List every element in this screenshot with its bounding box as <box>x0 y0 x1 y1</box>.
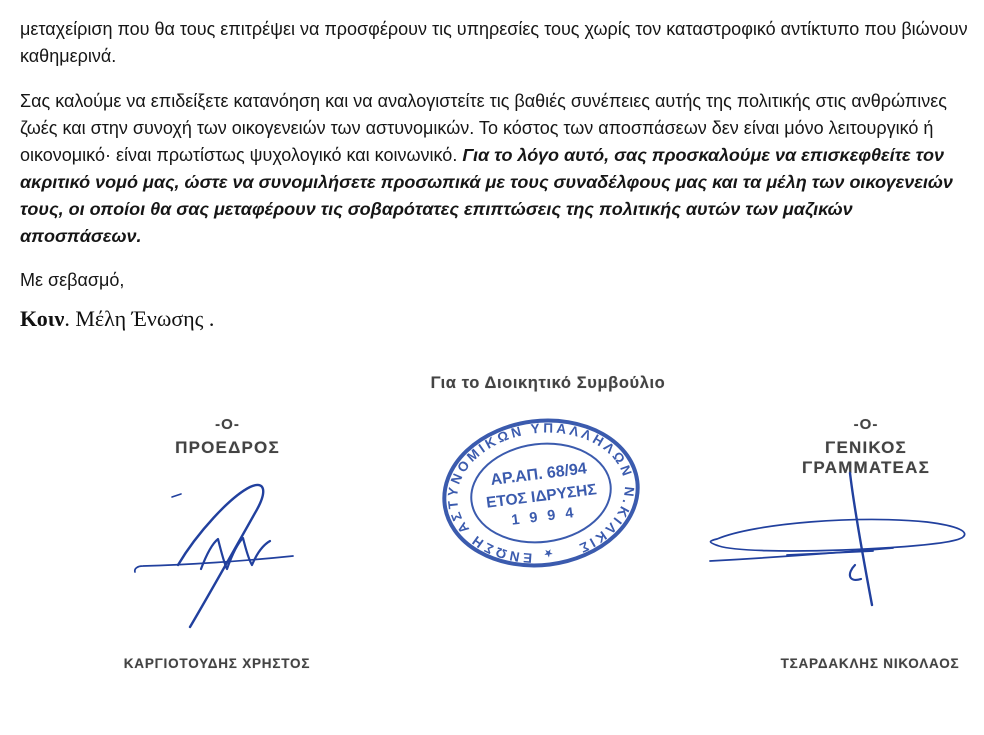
board-heading: Για το Διοικητικό Συμβούλιο <box>430 374 666 392</box>
closing-salutation: Με σεβασμό, <box>20 270 125 290</box>
president-title: ΠΡΟΕΔΡΟΣ <box>175 438 280 457</box>
secretary-signature <box>695 465 975 615</box>
president-signature <box>125 475 310 645</box>
president-dash-o: -Ο- <box>215 416 240 433</box>
cc-label: Κοιν <box>20 306 65 331</box>
stamp-registration-number: ΑΡ.ΑΠ. 68/94 <box>489 460 588 489</box>
president-name: ΚΑΡΓΙΟΤΟΥΔΗΣ ΧΡΗΣΤΟΣ <box>123 656 311 671</box>
paragraph-appeal-emphasis: Για το λόγο αυτό, σας προσκαλούμε να επισκεφθείτε τον ακριτικό νομό μας, ώστε να συνομιλήσετε προσωπικά με τους συναδέλφους μας και τα μέλη των οικογενειών τους, οι οποίοι θα σας μεταφέρουν τις σοβαρότατες επιπτώσεις της πολιτικής αυτών των μαζικών αποσπάσεων. <box>20 145 953 246</box>
cc-line <box>20 306 214 332</box>
president-block <box>115 416 340 458</box>
secretary-name: ΤΣΑΡΔΑΚΛΗΣ ΝΙΚΟΛΑΟΣ <box>780 656 960 671</box>
secretary-title: ΓΕΝΙΚΟΣ ΓΡΑΜΜΑΤΕΑΣ <box>802 438 930 477</box>
secretary-dash-o: -Ο- <box>853 416 879 433</box>
paragraph-appeal-normal: Σας καλούμε να επιδείξετε κατανόηση και να αναλογιστείτε τις βαθιές συνέπειες αυτής της πολιτικής στις ανθρώπινες ζωές και στην συνοχή των οικογενειών των αστυνομικών. Το κόστος των αποσπάσεων δεν είναι μόνο λειτουργικό ή οικονομικό· είναι πρωτίστως ψυχολογικό και κοινωνικό. <box>20 91 947 165</box>
cc-text: . Μέλη Ένωσης . <box>64 306 215 331</box>
stamp-founding-year: 1 9 9 4 <box>510 504 578 529</box>
stamp-founding-label: ΕΤΟΣ ΙΔΡΥΣΗΣ <box>485 481 598 512</box>
stamp-star-icon: ★ <box>542 545 554 560</box>
paragraph-continuation: μεταχείριση που θα τους επιτρέψει να προσφέρουν τις υπηρεσίες τους χωρίς τον καταστροφικό αντίκτυπο που βιώνουν καθημερινά. <box>20 19 968 66</box>
paragraph-appeal <box>20 88 970 250</box>
association-stamp <box>438 412 646 580</box>
stamp-ring-text: ΕΝΩΣΗ ΑΣΤΥΝΟΜΙΚΩΝ ΥΠΑΛΛΗΛΩΝ Ν.ΚΙΛΚΙΣ <box>445 420 638 566</box>
